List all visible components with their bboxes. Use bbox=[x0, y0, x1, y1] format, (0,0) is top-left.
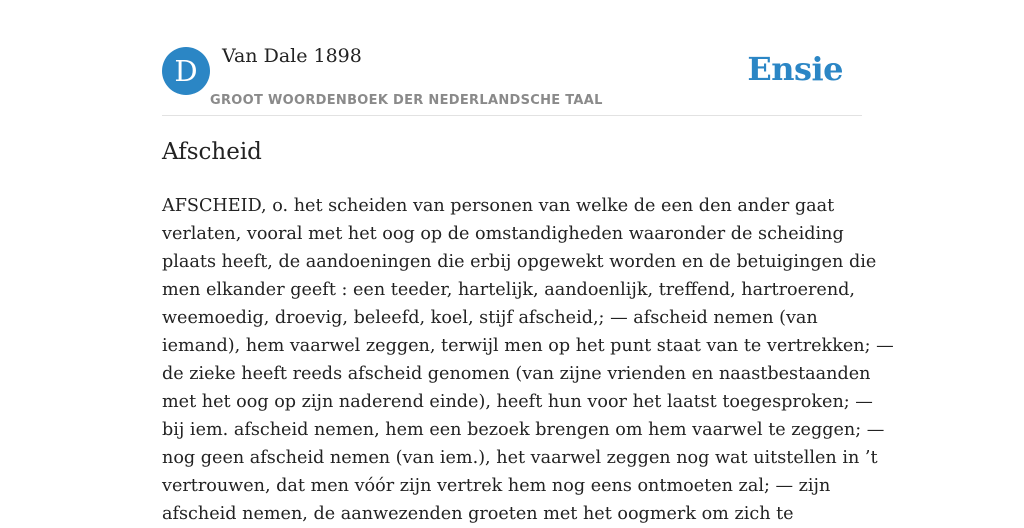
dictionary-subtitle: GROOT WOORDENBOEK DER NEDERLANDSCHE TAAL bbox=[210, 93, 603, 108]
definition-line: afscheid nemen, de aanwezenden groeten met het oogmerk om zich te bbox=[162, 504, 794, 524]
definition-line: vertrouwen, dat men vóór zijn vertrek hem nog eens ontmoeten zal; — zijn bbox=[162, 476, 831, 496]
definition-line: plaats heeft, de aandoeningen die erbij opgewekt worden en de betuigingen die bbox=[162, 252, 877, 272]
definition-line: nog geen afscheid nemen (van iem.), het vaarwel zeggen nog wat uitstellen in ’t bbox=[162, 448, 878, 468]
entry-definition bbox=[162, 192, 894, 528]
definition-line: verlaten, vooral met het oog op de omstandigheden waaronder de scheiding bbox=[162, 224, 844, 244]
dictionary-header bbox=[162, 0, 862, 116]
dictionary-title[interactable]: Van Dale 1898 bbox=[222, 45, 362, 67]
definition-line: de zieke heeft reeds afscheid genomen (van zijne vrienden en naastbestaanden bbox=[162, 364, 871, 384]
entry-title: Afscheid bbox=[162, 139, 262, 165]
definition-line: weemoedig, droevig, beleefd, koel, stijf afscheid,; — afscheid nemen (van bbox=[162, 308, 818, 328]
ensie-logo-link[interactable]: Ensie bbox=[747, 50, 843, 88]
definition-line: men elkander geeft : een teeder, hartelijk, aandoenlijk, treffend, hartroerend, bbox=[162, 280, 856, 300]
definition-line: bij iem. afscheid nemen, hem een bezoek brengen om hem vaarwel te zeggen; — bbox=[162, 420, 885, 440]
dictionary-avatar[interactable]: D bbox=[162, 47, 210, 95]
definition-line: iemand), hem vaarwel zeggen, terwijl men op het punt staat van te vertrekken; — bbox=[162, 336, 894, 356]
definition-line: met het oog op zijn naderend einde), heeft hun voor het laatst toegesproken; — bbox=[162, 392, 873, 412]
definition-line: AFSCHEID, o. het scheiden van personen van welke de een den ander gaat bbox=[162, 196, 835, 216]
